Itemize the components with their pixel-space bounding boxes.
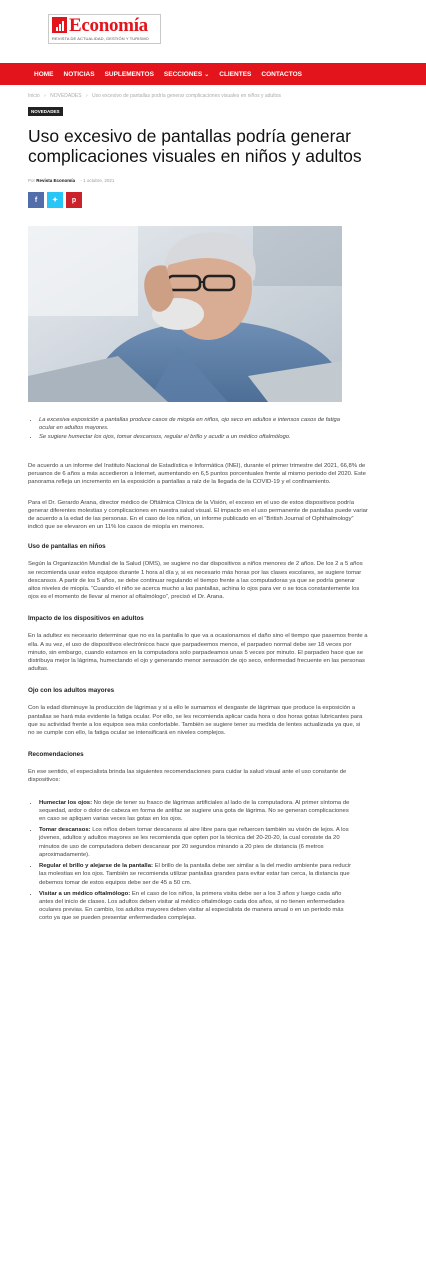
section-heading: Ojo con los adultos mayores [28, 687, 115, 695]
facebook-share-button[interactable] [28, 192, 44, 208]
recommendation-text: No deje de tener su frasco de lágrimas artificiales al lado de la computadora. Al primer síntoma de sequedad, ardor o dolor de cabeza en forma de antifaz se sugiere una gota de lágrima. No se generan complicaciones en caso se apliquen varias veces las gotas en los ojos. [39, 799, 350, 823]
section-heading: Recomendaciones [28, 751, 84, 759]
paragraph-intro-2: Para el Dr. Gerardo Arana, director médico de Oftálmica Clínica de la Visión, el exceso en el uso de estos dispositivos podría generar diferentes molestias y complicaciones en nuestra salud visual. El impacto en el uso permanente de pantallas puede variar de acuerdo a la edad de las personas. En el caso de los niños, un informe publicado en el “British Journal of Ophthalmology” indicó que se elevaron en un 11% los casos de miopía en menores. [28, 499, 368, 531]
breadcrumb-category[interactable]: NOVEDADES [50, 93, 82, 99]
facebook-icon: f [34, 196, 38, 204]
article-content [28, 93, 368, 926]
site-logo[interactable] [48, 14, 161, 44]
breadcrumb-current: Uso excesivo de pantallas podría generar complicaciones visuales en niños y adultos [92, 93, 281, 99]
summary-item: • La excesiva exposición a pantallas produce casos de miopía en niños, ojo seco en adultos e intensos casos de fatiga ocular en adultos mayores. [39, 416, 353, 432]
recommendation-text: En el caso de los niños, la primera visita debe ser a los 3 años y luego cada año antes del inicio de clases. Los adultos deben visitar al médico oftalmólogo cada dos años, si no tienen enfermedades oculares previas. En cambio, los adultos mayores deben visitar al especialista de manera anual o en un periodo más corto ya que se pueden presentar enfermedades complejas. [39, 890, 345, 922]
section-paragraph: Con la edad disminuye la producción de lágrimas y si a ello le sumamos el desgaste de lágrimas que produce la exposición a pantallas se hará más evidente la fatiga ocular. Por ello, se les recomienda aplicar cada hora o dos horas gotas lubricantes para que su actividad frente a los equipos sea más confortable. También se sugiere tener su medida de lentes actualizada ya que, si no se cumple con ello, la fatiga ocular se intensificará en niveles complejos. [28, 705, 363, 737]
share-buttons [28, 192, 368, 208]
twitter-share-button[interactable] [47, 192, 63, 208]
summary-bullets [28, 416, 353, 441]
nav-noticias[interactable]: NOTICIAS [63, 70, 95, 78]
breadcrumb [28, 93, 368, 100]
logo-mark [52, 17, 67, 33]
category-badge[interactable]: NOVEDADES [28, 107, 63, 116]
section-paragraph: En ese sentido, el especialista brinda las siguientes recomendaciones para cuidar la salud visual ante el uso constante de dispositivos: [28, 769, 347, 784]
author-link[interactable]: Revista Economía [36, 178, 76, 183]
logo-wordmark: Economía [69, 15, 148, 36]
site-header [0, 0, 426, 62]
nav-contactos[interactable]: CONTACTOS [261, 70, 302, 78]
section-heading: Impacto de los dispositivos en adultos [28, 615, 144, 623]
recommendation-label: Tomar descansos: [39, 827, 91, 834]
meta-separator: - [80, 178, 82, 183]
chevron-down-icon: ⌄ [204, 71, 210, 78]
recommendation-text: Los niños deben tomar descansos al aire libre para que refuercen también su visión de lejos. A los jóvenes, adultos y adultos mayores se les recomienda que opten por la técnica del 20-20-20, la cual consiste da 20 minutos de uso de computadora deben descansar por 20 segundos mirando a 20 pies de distancia (6 metros aproximadamente). [39, 827, 349, 858]
section-paragraph: En la adultez es necesario determinar que no es la pantalla lo que va a ocasionarnos el daño sino el tiempo que pasemos frente a ella. A su vez, el uso de dispositivos electrónicos hace que parpadeemos menos, el parpadeo normal debe ser 18 veces por minuto, sin embargo, cuando estamos en la computadora solo parpadeamos unas 5 veces por minuto. El parpadeo hace que se distribuya mejor la lágrima, humectando el ojo y generando menor sensación de ojo seco, enfermedad frecuente en las personas adultas. [28, 633, 368, 673]
nav-secciones[interactable]: SECCIONES ⌄ [163, 70, 210, 78]
pinterest-icon: p [71, 196, 77, 204]
recommendation-text: El brillo de la pantalla debe ser similar a la del medio ambiente para reducir las molestias en los ojos. También se recomienda utilizar pantallas grandes para evitar estar tan cerca, la distancia que debemos tomar de estos equipos debe ser de 45 a 50 cm. [39, 863, 352, 886]
logo-tagline: REVISTA DE ACTUALIDAD, GESTIÓN Y TURISMO [52, 36, 149, 41]
recommendation-label: Visitar a un médico oftalmólogo: [39, 890, 131, 897]
breadcrumb-separator: › [85, 93, 88, 99]
by-label: Por [28, 178, 36, 183]
recommendation-item [39, 862, 353, 887]
hero-image [28, 226, 342, 402]
recommendation-label: Regular el brillo y alejarse de la pantalla: [39, 863, 153, 870]
summary-item: • Se sugiere humectar los ojos, tomar descansos, regular el brillo y acudir a un médico oftalmólogo. [39, 433, 353, 441]
main-nav [0, 63, 426, 85]
breadcrumb-separator: › [44, 93, 46, 99]
recommendation-item [39, 826, 353, 859]
man-with-glasses-photo [28, 226, 342, 402]
recommendation-item [39, 890, 353, 923]
publish-date: 1 octubre, 2021 [83, 178, 115, 183]
breadcrumb-home[interactable]: Inicio [28, 93, 40, 99]
nav-clientes[interactable]: CLIENTES [219, 70, 252, 78]
article-meta [28, 178, 368, 186]
paragraph-intro-1: De acuerdo a un informe del Instituto Nacional de Estadística e Informática (INEI), durante el primer trimestre del 2021, 66,8% de peruanos de 6 años a más accedieron a Internet, aumentando en 6,5 puntos porcentuales frente al mismo periodo del 2020. Este panorama refleja un incremento en la exposición a pantallas a raíz de la llegada de la COVID-19 y el confinamiento. [28, 463, 366, 486]
recommendations-list [28, 799, 353, 923]
recommendation-item [39, 799, 353, 824]
recommendation-label: Humectar los ojos: [39, 799, 93, 806]
nav-home[interactable]: HOME [34, 70, 54, 78]
article-title: Uso excesivo de pantallas podría generar complicaciones visuales en niños y adultos [28, 126, 362, 166]
section-heading: Uso de pantallas en niños [28, 543, 106, 551]
twitter-icon: ✦ [52, 197, 58, 204]
section-paragraph: Según la Organización Mundial de la Salud (OMS), se sugiere no dar dispositivos a niños menores de 2 años. De los 2 a 5 años se recomienda usar estos equipos durante 1 hora al día y, si es necesario más horas por las clases escolares, se sugiere tomar descansos. A partir de los 5 años, se debe continuar regulando el tiempo frente a las computadoras ya que se podría generar altos niveles de miopía. “Cuando el niño se acerca mucho a las pantallas, achina lo ojos para ver o se toca constantemente los ojos es el momento de llevar al menor al oftalmólogo”, precisó el Dr. Arana. [28, 561, 363, 601]
pinterest-share-button[interactable] [66, 192, 82, 208]
nav-suplementos[interactable]: SUPLEMENTOS [104, 70, 154, 78]
